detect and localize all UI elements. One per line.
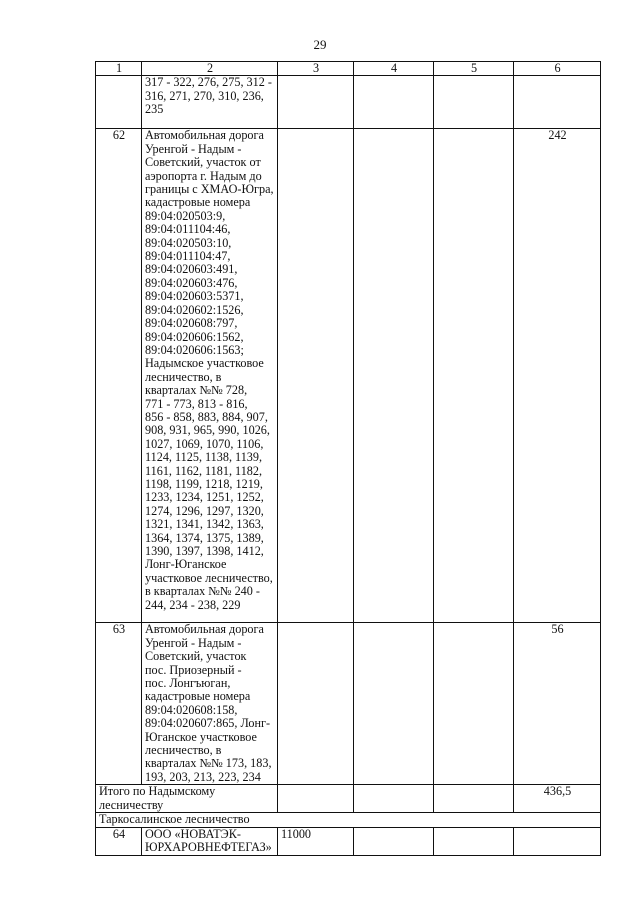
row-col-3 (278, 129, 354, 623)
row-col-3 (278, 76, 354, 129)
row-col-6: 242 (514, 129, 601, 623)
row-col-5 (434, 623, 514, 785)
row-number: 62 (96, 129, 142, 623)
row-description: Автомобильная дорога Уренгой - Надым - Советский, участок от аэропорта г. Надым до границы с ХМАО-Югра, кадастровые номера 89:04:020503:9, 89:04:011104:46, 89:04:020503:10, 89:04:011104:47, 89:04:020603:491, 89:04:020603:476, 89:04:020603:5371, 89:04:020602:1526, 89:04:020608:797, 89:04:020606:1562, 89:04:020606:1563; Надымское участковое лесничество, в кварталах №№ 728, 771 - 773, 813 - 816, 856 - 858, 883, 884, 907, 908, 931, 965, 990, 1026, 1027, 1069, 1070, 1106, 1124, 1125, 1138, 1139, 1161, 1162, 1181, 1182, 1198, 1199, 1218, 1219, 1233, 1234, 1251, 1252, 1274, 1296, 1297, 1320, 1321, 1341, 1342, 1363, 1364, 1374, 1375, 1389, 1390, 1397, 1398, 1412, Лонг-Юганское участковое лесничество, в кварталах №№ 240 - 244, 234 - 238, 229 (142, 129, 278, 623)
table-row (96, 129, 601, 623)
row-col-4 (354, 76, 434, 129)
row-number: 64 (96, 827, 142, 855)
row-col-5 (434, 129, 514, 623)
row-col-6: 56 (514, 623, 601, 785)
header-col-1: 1 (96, 62, 142, 76)
table-header-row (96, 62, 601, 76)
forestry-table (95, 61, 601, 856)
row-col-5 (434, 827, 514, 855)
row-col-4 (354, 827, 434, 855)
subtotal-col-3 (278, 785, 354, 813)
table-row (96, 623, 601, 785)
row-description: Автомобильная дорога Уренгой - Надым - Советский, участок пос. Приозерный - пос. Лонгъюган, кадастровые номера 89:04:020608:158, 89:04:020607:865, Лонг- Юганское участковое лесничество, в кварталах №№ 173, 183, 193, 203, 213, 223, 234 (142, 623, 278, 785)
row-col-3 (278, 623, 354, 785)
section-row (96, 813, 601, 827)
header-col-2: 2 (142, 62, 278, 76)
subtotal-row (96, 785, 601, 813)
section-title: Таркосалинское лесничество (96, 813, 601, 827)
row-description: 317 - 322, 276, 275, 312 - 316, 271, 270, 310, 236, 235 (142, 76, 278, 129)
table-row (96, 76, 601, 129)
row-col-3: 11000 (278, 827, 354, 855)
row-col-6 (514, 76, 601, 129)
header-col-4: 4 (354, 62, 434, 76)
subtotal-col-5 (434, 785, 514, 813)
header-col-6: 6 (514, 62, 601, 76)
row-col-4 (354, 129, 434, 623)
row-number: 63 (96, 623, 142, 785)
row-description: ООО «НОВАТЭК- ЮРХАРОВНЕФТЕГАЗ» (142, 827, 278, 855)
header-col-5: 5 (434, 62, 514, 76)
subtotal-col-4 (354, 785, 434, 813)
subtotal-value: 436,5 (514, 785, 601, 813)
page-number: 29 (313, 37, 327, 52)
row-number (96, 76, 142, 129)
row-col-4 (354, 623, 434, 785)
row-col-6 (514, 827, 601, 855)
header-col-3: 3 (278, 62, 354, 76)
table-row (96, 827, 601, 855)
row-col-5 (434, 76, 514, 129)
subtotal-label: Итого по Надымскому лесничеству (96, 785, 278, 813)
